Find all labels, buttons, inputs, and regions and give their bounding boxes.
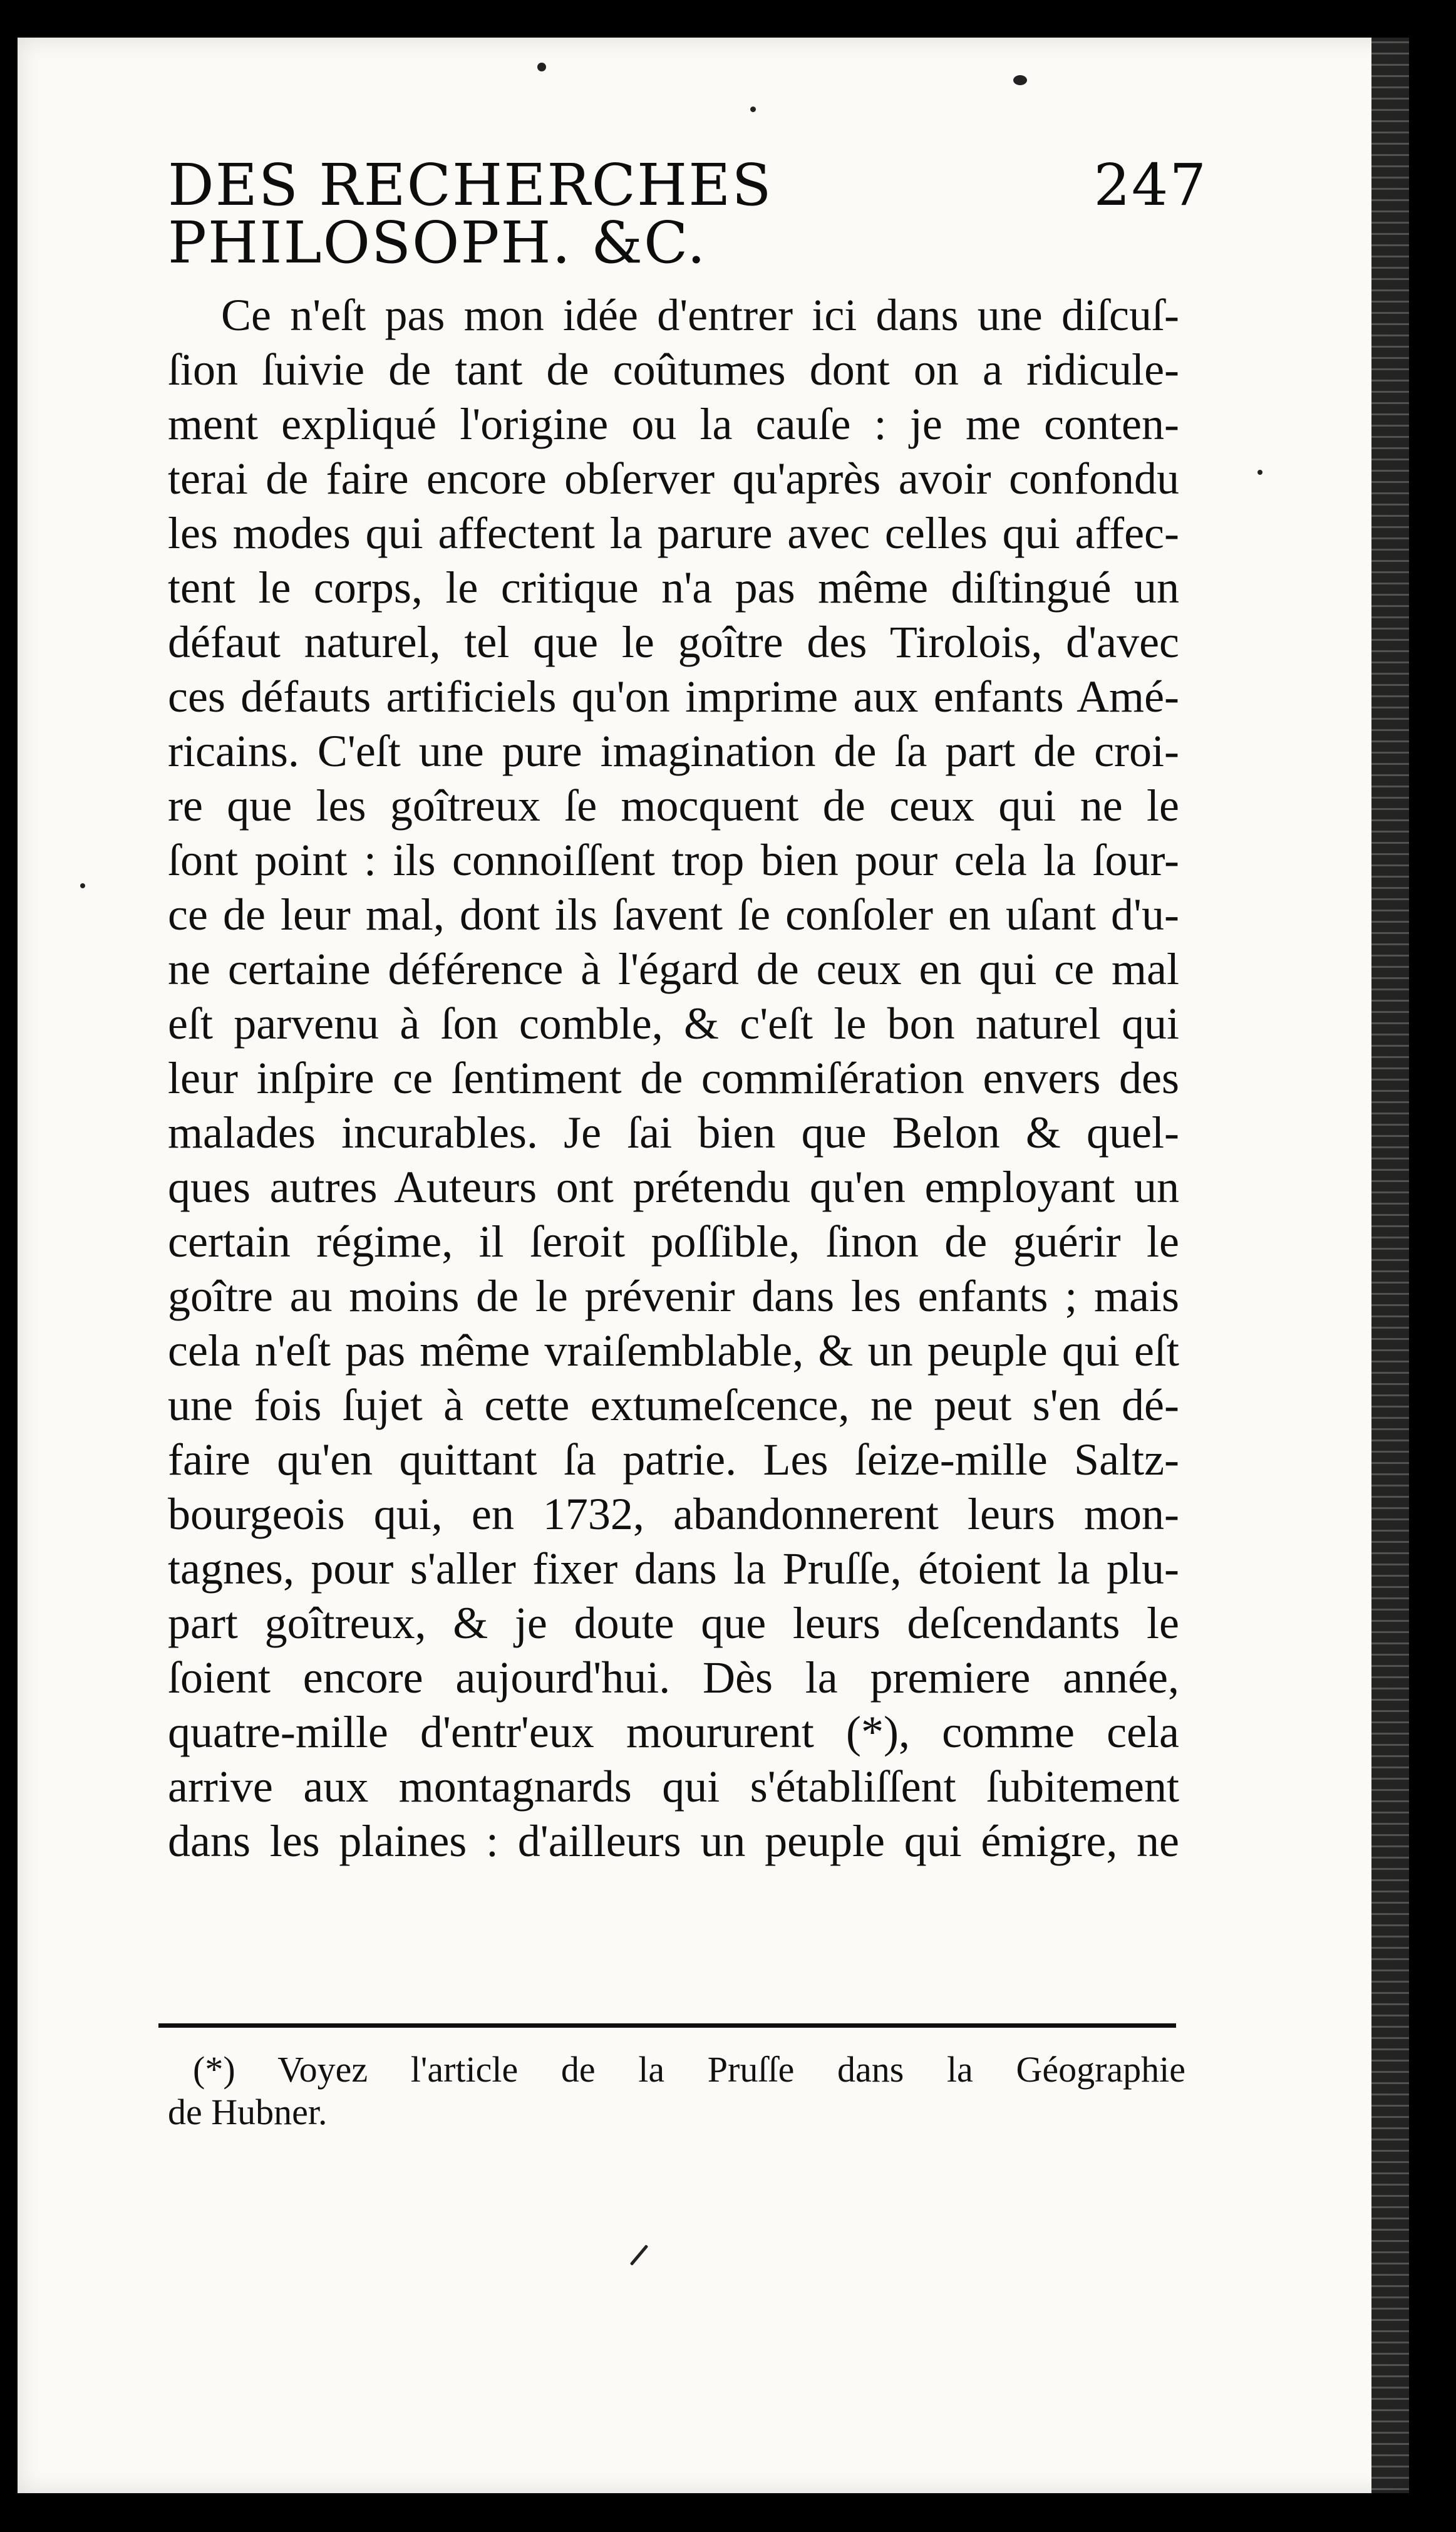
text-line: dans les plaines : d'ailleurs un peuple qui émigre, ne [168, 1816, 1179, 1866]
text-line: certain régime, il ſeroit poſſible, ſinon de guérir le [168, 1217, 1179, 1267]
footnote-line: (*) Voyez l'article de la Pruſſe dans la Géographie [193, 2049, 1185, 2090]
running-head-title: DES RECHERCHES PHILOSOPH. &C. [168, 152, 773, 276]
book-page [18, 38, 1409, 2493]
text-line: tent le corps, le critique n'a pas même diſtingué un [168, 563, 1179, 613]
text-line: quatre-mille d'entr'eux moururent (*), comme cela [168, 1707, 1179, 1757]
text-line: ces défauts artificiels qu'on imprime aux enfants Amé- [168, 672, 1179, 722]
text-line: malades incurables. Je ſai bien que Belon & quel- [168, 1108, 1179, 1158]
text-line: re que les goîtreux ſe mocquent de ceux qui ne le [168, 781, 1179, 831]
footnote [168, 2048, 1185, 2134]
text-line: eſt parvenu à ſon comble, & c'eſt le bon naturel qui [168, 999, 1179, 1049]
text-line: faire qu'en quittant ſa patrie. Les ſeize-mille Saltz- [168, 1435, 1179, 1485]
text-line: les modes qui affectent la parure avec celles qui affec- [168, 508, 1179, 558]
text-line: ſion ſuivie de tant de coûtumes dont on a ridicule- [168, 345, 1179, 395]
text-line: ques autres Auteurs ont prétendu qu'en employant un [168, 1162, 1179, 1212]
text-line: tagnes, pour s'aller fixer dans la Pruſſe, étoient la plu- [168, 1544, 1179, 1594]
page-edge-shadow [1371, 38, 1409, 2493]
text-line: ment expliqué l'origine ou la cauſe : je me conten- [168, 399, 1179, 449]
text-line: part goîtreux, & je doute que leurs deſcendants le [168, 1598, 1179, 1648]
page-number: 247 [1093, 152, 1207, 219]
text-line: arrive aux montagnards qui s'établiſſent ſubitement [168, 1762, 1179, 1812]
text-line: leur inſpire ce ſentiment de commiſération envers des [168, 1053, 1179, 1103]
text-line: ricains. C'eſt une pure imagination de ſa part de croi- [168, 726, 1179, 776]
text-line: défaut naturel, tel que le goître des Tirolois, d'avec [168, 617, 1179, 667]
text-line: bourgeois qui, en 1732, abandonnerent leurs mon- [168, 1489, 1179, 1539]
text-line: Ce n'eſt pas mon idée d'entrer ici dans une diſcuſ- [221, 290, 1179, 340]
text-line: ſont point : ils connoiſſent trop bien pour cela la ſour- [168, 835, 1179, 885]
text-line: goître au moins de le prévenir dans les enfants ; mais [168, 1271, 1179, 1321]
footnote-rule [158, 2023, 1176, 2028]
pen-mark [630, 2244, 649, 2266]
footnote-line: de Hubner. [168, 2092, 328, 2132]
ink-speck [1013, 75, 1027, 85]
text-line: cela n'eſt pas même vraiſemblable, & un peuple qui eſt [168, 1326, 1179, 1376]
body-text [168, 288, 1179, 1869]
running-head [168, 152, 1207, 276]
ink-speck [750, 106, 756, 112]
text-line: terai de faire encore obſerver qu'après avoir confondu [168, 454, 1179, 504]
ink-speck [1257, 470, 1262, 475]
ink-speck [537, 63, 546, 71]
text-line: ſoient encore aujourd'hui. Dès la premiere année, [168, 1653, 1179, 1703]
text-line: une fois ſujet à cette extumeſcence, ne peut s'en dé- [168, 1380, 1179, 1430]
text-line: ce de leur mal, dont ils ſavent ſe conſoler en uſant d'u- [168, 890, 1179, 940]
text-line: ne certaine déférence à l'égard de ceux en qui ce mal [168, 944, 1179, 994]
ink-speck [80, 883, 85, 888]
